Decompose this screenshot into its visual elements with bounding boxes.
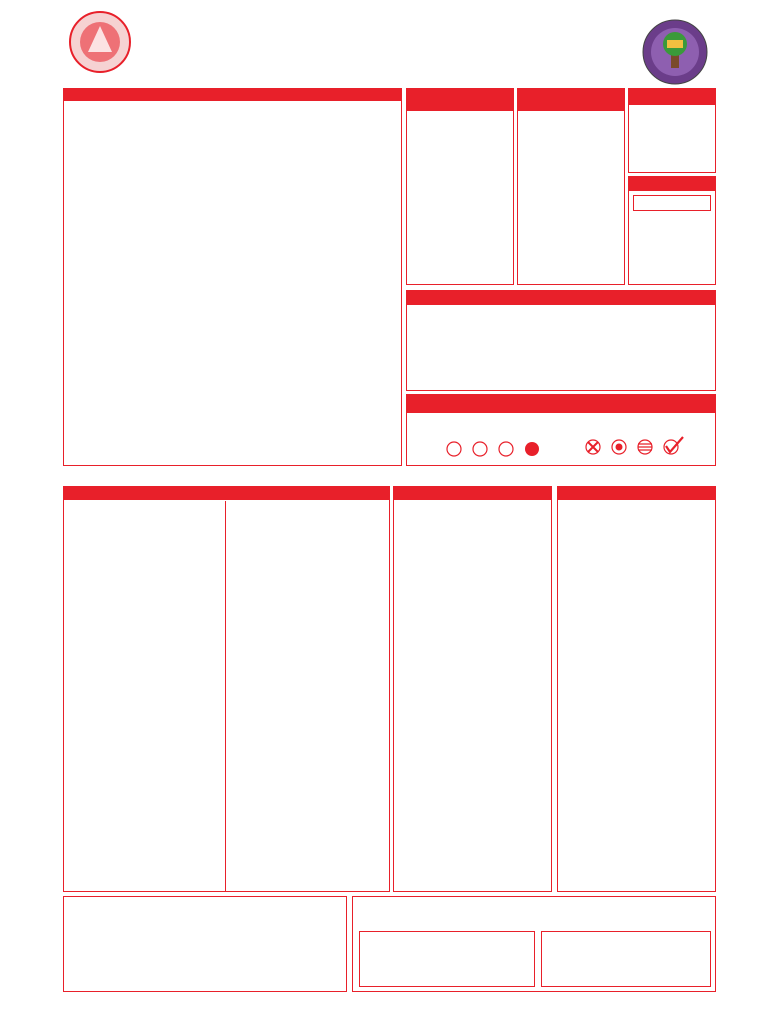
roll-invigilator-block [517,88,625,285]
emrs-logo-icon [62,8,144,86]
correct-method-icon [437,439,557,459]
signature-block [352,896,716,992]
gender-label [629,177,715,191]
section-a-block [63,486,390,892]
omr-sheet-block [628,88,716,173]
instructions-title [407,395,715,413]
wrong-methods-icon [579,435,699,459]
section-a-questions[interactable] [64,487,389,891]
gender-box[interactable] [633,195,711,211]
student-name-header [64,89,401,101]
centre-stamp-box[interactable] [63,896,347,992]
section-b-questions[interactable] [394,487,551,891]
nests-logo-icon [636,18,714,86]
father-name-block [406,290,716,391]
roll-student-header [407,89,513,111]
candidate-signature-box[interactable] [359,931,535,987]
roll-invigilator-header [518,89,624,111]
section-b-block [393,486,552,892]
gender-block [628,176,716,285]
father-name-header [407,291,715,305]
logo-right [636,18,714,86]
section-c-questions[interactable] [558,487,715,891]
invigilator-signature-box[interactable] [541,931,711,987]
section-c-block [557,486,716,892]
logo-left [62,8,144,86]
roll-student-block [406,88,514,285]
instructions-block [406,394,716,466]
student-name-block [63,88,402,466]
omr-sheet-label [629,89,715,105]
